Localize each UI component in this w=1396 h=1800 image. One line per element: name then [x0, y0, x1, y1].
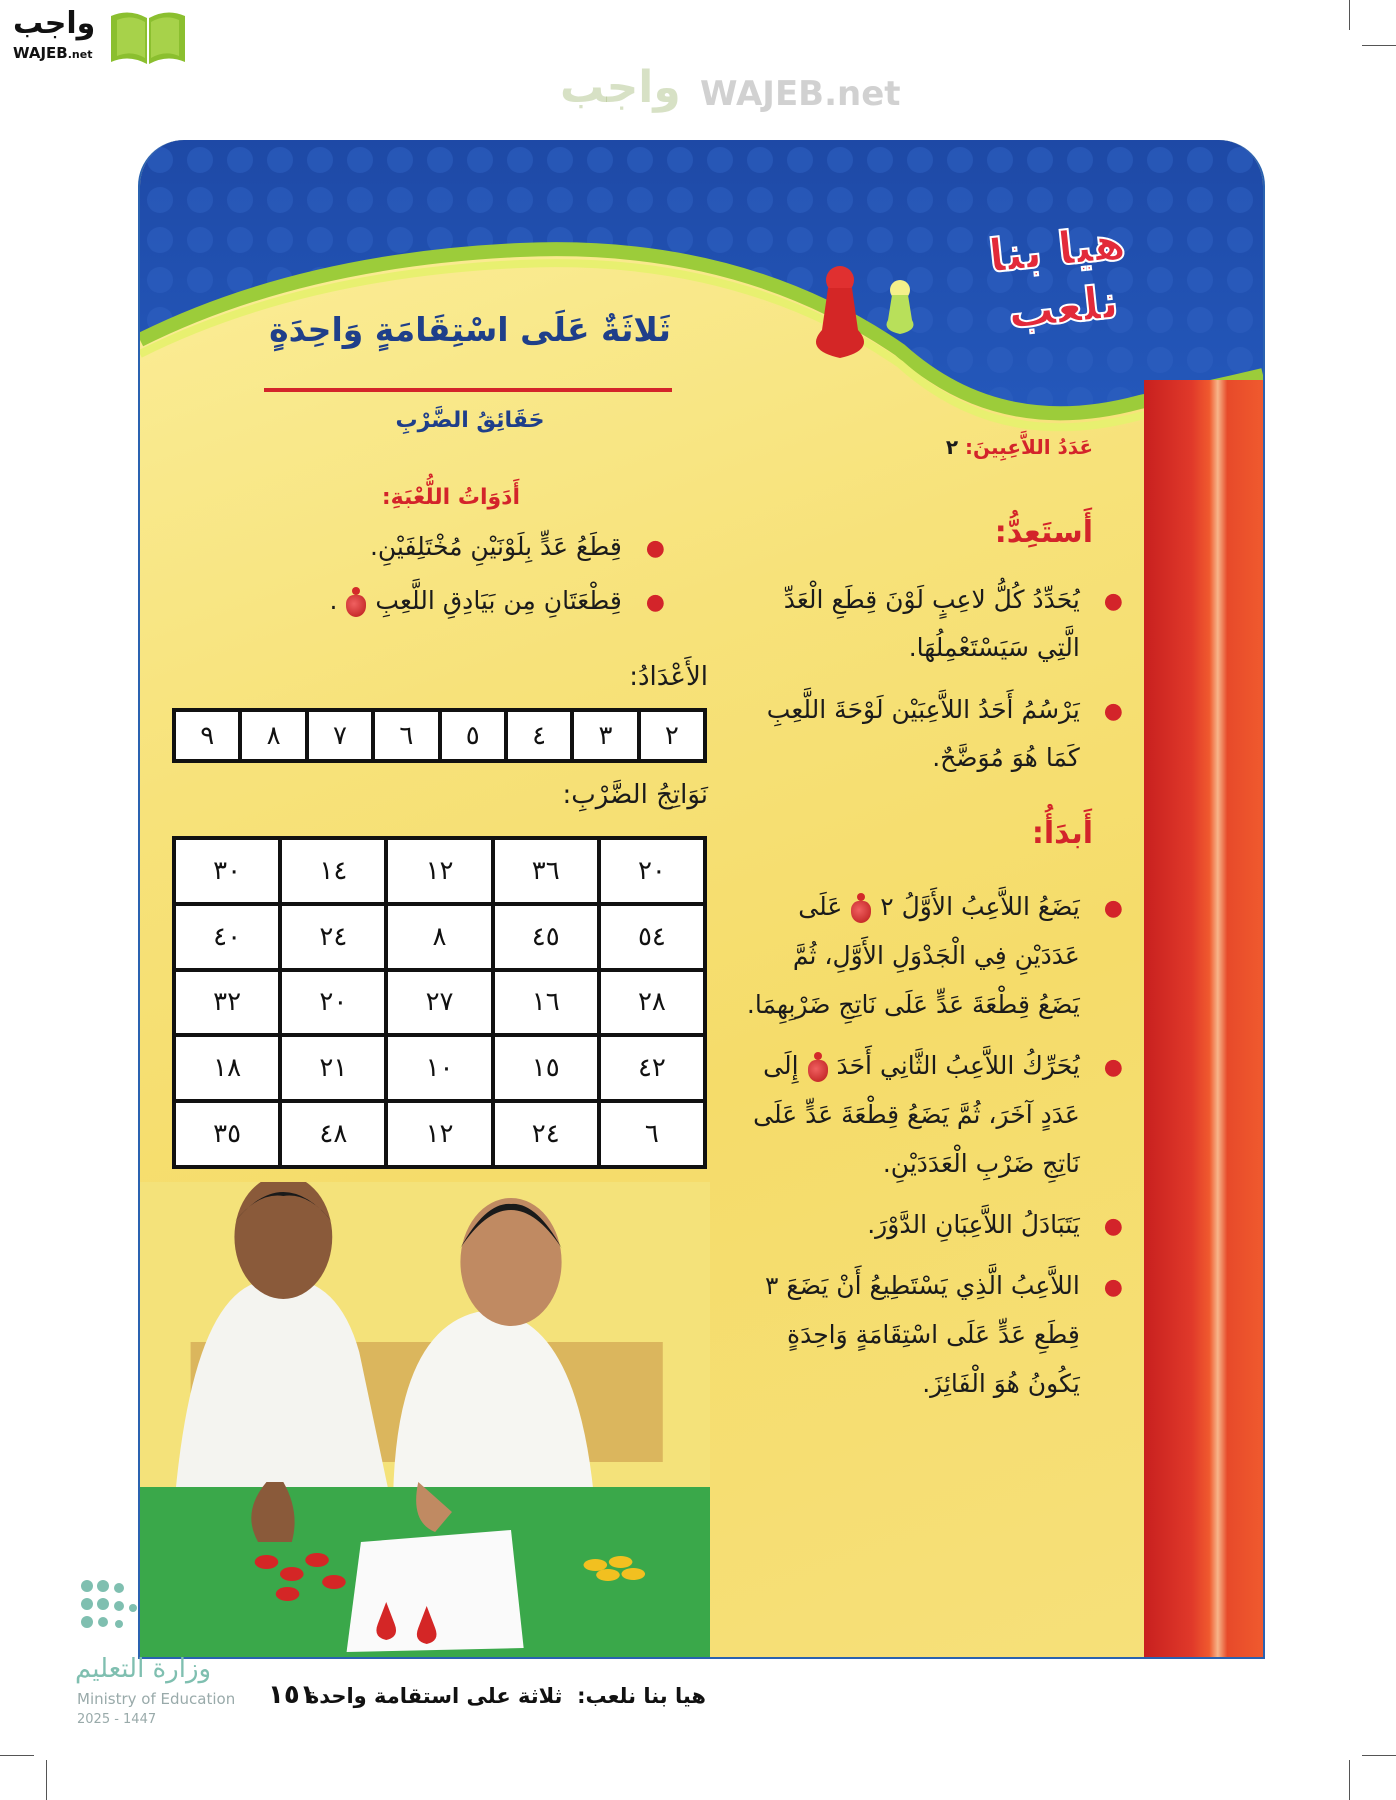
number-cell: ٩ [174, 710, 240, 761]
table-row [174, 1101, 705, 1167]
tools-list [245, 532, 665, 652]
open-book-icon [107, 8, 189, 68]
list-line: ●اللاَّعِبُ الَّذِي يَسْتَطِيعُ أَنْ يَضَعَ ٣ [765, 1271, 1123, 1300]
side-stripe [1144, 380, 1263, 1659]
list-line: ●يَرْسُمُ أَحَدُ اللاَّعِبَيْن لَوْحَةَ اللَّعِبِ [766, 695, 1123, 724]
ministry-dots-icon [79, 1578, 159, 1630]
product-cell: ٣٠ [174, 838, 280, 904]
wajeb-logo-arabic: واجب [13, 6, 96, 41]
tools-item: ●قِطْعَتَانِ مِن بَيَادِقِ اللَّعِبِ . [329, 586, 665, 615]
list-line: عَدَدٍ آخَرَ، ثُمَّ يَضَعُ قِطْعَةَ عَدٍّ عَلَى [753, 1100, 1080, 1129]
product-cell: ٣٢ [174, 970, 280, 1036]
red-pawn-icon [807, 1052, 829, 1082]
number-cell: ٣ [572, 710, 638, 761]
product-cell: ١٢ [386, 838, 492, 904]
bullet-icon: ● [1103, 1275, 1123, 1300]
product-cell: ٦ [599, 1101, 705, 1167]
list-line: ●يُحَدِّدُ كُلُّ لاعِبٍ لَوْنَ قِطَعِ الْعَدِّ [783, 585, 1123, 614]
ministry-name-english: Ministry of Education [77, 1690, 236, 1708]
number-cell: ٦ [373, 710, 439, 761]
product-cell: ٢٠ [280, 970, 386, 1036]
number-cell: ٨ [240, 710, 306, 761]
product-cell: ١٥ [493, 1035, 599, 1101]
list-line: الَّتِي سَيَسْتَعْمِلُهَا. [908, 633, 1080, 662]
crop-mark [1349, 1760, 1350, 1800]
products-table [172, 836, 707, 1169]
start-list [703, 892, 1123, 1412]
product-cell: ٨ [386, 904, 492, 970]
page-number: ١٥١ [268, 1680, 316, 1710]
crop-mark [1349, 0, 1350, 30]
lesson-title: ثَلاثَةٌ عَلَى اسْتِقَامَةٍ وَاحِدَةٍ [269, 310, 671, 349]
table-row [174, 904, 705, 970]
crop-mark [0, 1755, 34, 1756]
pawns-icon [800, 240, 940, 380]
tools-item: ●قِطَعُ عَدٍّ بِلَوْنَيْنِ مُخْتَلِفَيْنِ. [369, 532, 665, 561]
header-banner [140, 140, 1263, 560]
product-cell: ٤٨ [280, 1101, 386, 1167]
number-cell: ٥ [440, 710, 506, 761]
table-row [174, 838, 705, 904]
players-count: عَدَدُ اللاَّعِبِينَ: ٢ [945, 435, 1093, 459]
product-cell: ١٠ [386, 1035, 492, 1101]
table-row [174, 1035, 705, 1101]
number-cell: ٧ [307, 710, 373, 761]
list-line: كَمَا هُوَ مُوَضَّحٌ. [932, 743, 1080, 772]
product-cell: ٢٧ [386, 970, 492, 1036]
product-cell: ٢٠ [599, 838, 705, 904]
bullet-icon: ● [1103, 896, 1123, 921]
crop-mark [1362, 1755, 1396, 1756]
tools-heading: أَدَوَاتُ اللُّعْبَةِ: [381, 485, 520, 510]
start-heading: أَبدَأُ: [1031, 816, 1093, 851]
product-cell: ٣٦ [493, 838, 599, 904]
product-cell: ١٤ [280, 838, 386, 904]
product-cell: ٤٢ [599, 1035, 705, 1101]
lesson-subtitle: حَقَائِقُ الضَّرْبِ [395, 408, 545, 433]
product-cell: ٢٤ [493, 1101, 599, 1167]
product-cell: ١٢ [386, 1101, 492, 1167]
list-line: يَكُونُ هُوَ الْفَائِزَ. [922, 1369, 1080, 1398]
ministry-name-arabic: وزارة التعليم [75, 1654, 212, 1684]
product-cell: ٢١ [280, 1035, 386, 1101]
product-cell: ٥٤ [599, 904, 705, 970]
product-cell: ٣٥ [174, 1101, 280, 1167]
prepare-heading: أَستَعِدُّ: [994, 515, 1093, 550]
numbers-label: الأَعْدَادُ: [629, 662, 708, 692]
red-pawn-icon [345, 587, 367, 617]
list-line: ●يَضَعُ اللاَّعِبُ الأَوَّلُ ٢ عَلَى [798, 892, 1123, 921]
bullet-icon: ● [1103, 699, 1123, 724]
title-underline [264, 388, 672, 392]
red-pawn-icon [850, 893, 872, 923]
product-cell: ٢٨ [599, 970, 705, 1036]
crop-mark [1362, 45, 1396, 46]
list-line: ●يَتَبَادَلُ اللاَّعِبَانِ الدَّوْرَ. [867, 1210, 1123, 1239]
list-line: عَدَدَيْنِ فِي الْجَدْوَلِ الأَوَّلِ، ثُمَّ [792, 941, 1080, 970]
watermark-arabic: واجب [560, 62, 681, 113]
product-cell: ١٨ [174, 1035, 280, 1101]
list-line: ●يُحَرِّكُ اللاَّعِبُ الثَّانِي أَحَدَ إِلَى [763, 1051, 1123, 1080]
lesson-panel [138, 140, 1265, 1659]
bullet-icon: ● [1103, 589, 1123, 614]
list-line: نَاتِجِ ضَرْبِ الْعَدَدَيْنِ. [882, 1149, 1080, 1178]
ministry-logo [75, 1578, 250, 1728]
product-cell: ٤٥ [493, 904, 599, 970]
ministry-year: 2025 - 1447 [77, 1712, 157, 1727]
watermark-latin: WAJEB.net [700, 74, 901, 114]
numbers-table [172, 708, 707, 763]
game-logo: هيا بنا نلعب [985, 215, 1129, 340]
bullet-icon: ● [1103, 1214, 1123, 1239]
number-cell: ٢ [639, 710, 705, 761]
product-cell: ٤٠ [174, 904, 280, 970]
footer-title: هيا بنا نلعب: ثلاثة على استقامة واحدة [306, 1684, 706, 1708]
table-row [174, 970, 705, 1036]
number-cell: ٤ [506, 710, 572, 761]
products-label: نَوَاتِجُ الضَّرْبِ: [562, 780, 708, 810]
product-cell: ٢٤ [280, 904, 386, 970]
list-line: يَضَعُ قِطْعَةَ عَدٍّ عَلَى نَاتِجِ ضَرْبِهِمَا. [746, 990, 1080, 1019]
prepare-list [723, 585, 1123, 825]
list-line: قِطَعِ عَدٍّ عَلَى اسْتِقَامَةٍ وَاحِدَةٍ [786, 1320, 1080, 1349]
bullet-icon: ● [1103, 1055, 1123, 1080]
crop-mark [46, 1760, 47, 1800]
product-cell: ١٦ [493, 970, 599, 1036]
wajeb-logo-latin: WAJEB.net [13, 44, 93, 62]
wajeb-logo[interactable] [9, 6, 189, 68]
